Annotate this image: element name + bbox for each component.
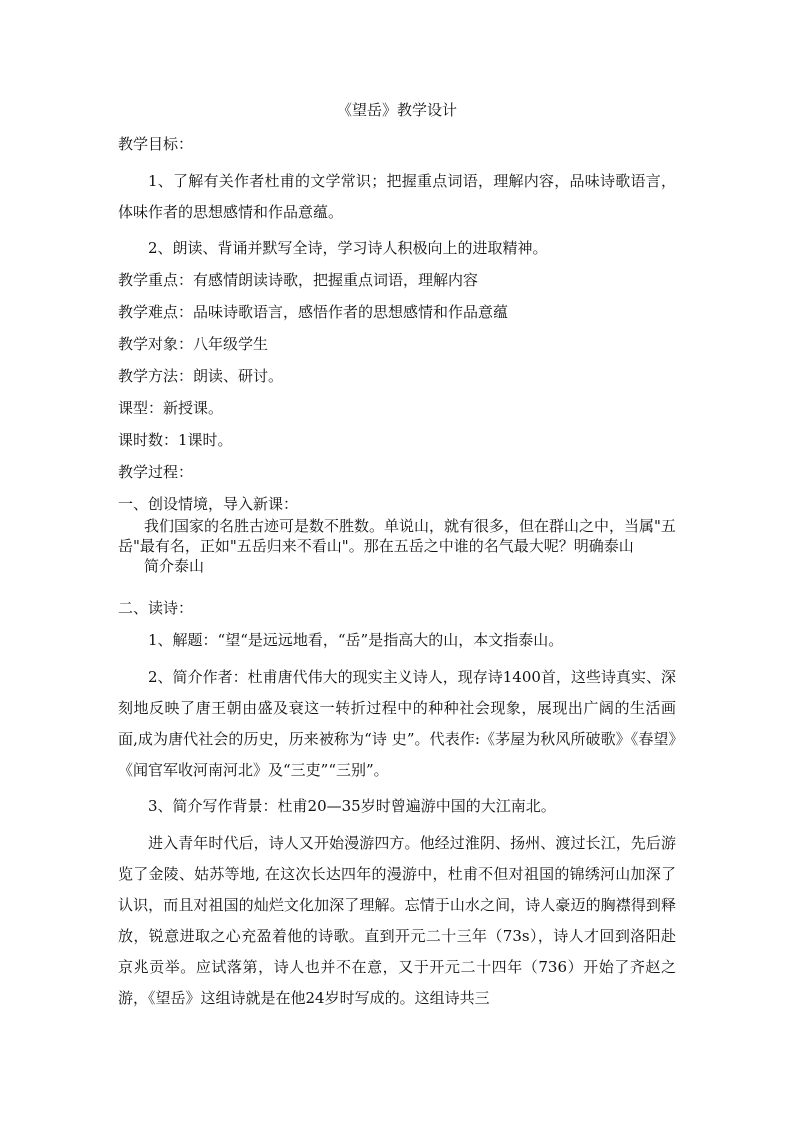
paragraph-final: 进入青年时代后，诗人又开始漫游四方。他经过淮阴、扬州、渡过长江，先后游览了金陵、姑苏等地, 在这次长达四年的漫游中，杜甫不但对祖国的锦绣河山加深了认识，而且对祖国的灿烂文化加深了理解。忘情于山水之间，诗人豪迈的胸襟得到释放，锐意进取之心充盈着他的诗歌。直到开元二十三年（73s），诗人才回到洛阳赴京兆贡举。应试落第，诗人也并不在意，又于开元二十四年（736）开始了齐赵之游，《望岳》这组诗就是在他24岁时写成的。这组诗共三 [118,834,676,1007]
item-3: 3、简介写作背景：杜甫20—35岁时曾遍游中国的大江南北。 [148,797,556,815]
section1-heading: 一、创设情境，导入新课： [118,495,299,513]
document-title: 《望岳》教学设计 [336,101,457,119]
methods: 教学方法：朗读、研讨。 [118,367,284,385]
key-points: 教学重点：有感情朗读诗歌，把握重点词语，理解内容 [118,271,479,289]
objective-2: 2、朗读、背诵并默写全诗，学习诗人积极向上的进取精神。 [148,239,548,257]
objectives-label: 教学目标： [118,135,194,153]
spacer [118,576,676,598]
process-label: 教学过程： [118,463,194,481]
document-page [118,96,676,1014]
lesson-type: 课型：新授课。 [118,399,224,417]
difficulties: 教学难点：品味诗歌语言，感悟作者的思想感情和作品意蕴 [118,303,509,321]
section1-text: 我们国家的名胜古迹可是数不胜数。单说山，就有很多，但在群山之中，当属"五岳"最有名，正如"五岳归来不看山"。那在五岳之中谁的名气最大呢？明确泰山 [118,517,676,555]
item-1: 1、解题：“望“是远远地看，“岳”是指高大的山，本文指泰山。 [148,631,564,649]
audience: 教学对象：八年级学生 [118,335,269,353]
lesson-hours: 课时数：1课时。 [118,431,233,449]
item-2: 2、简介作者：杜甫唐代伟大的现实主义诗人，现存诗1400首，这些诗真实、深刻地反映了唐王朝由盛及衰这一转折过程中的种种社会现象，展现出广阔的生活画面,成为唐代社会的历史，历来被称为“诗 史”。代表作:《茅屋为秋风所破歌》《春望》《闻官军收河南河北》及“三吏”“三别”。 [118,668,676,779]
objective-1: 1、了解有关作者杜甫的文学常识；把握重点词语，理解内容，品味诗歌语言，体味作者的思想感情和作品意蕴。 [118,172,676,221]
section1-sub: 简介泰山 [144,557,205,575]
section2-heading: 二、读诗： [118,599,194,617]
